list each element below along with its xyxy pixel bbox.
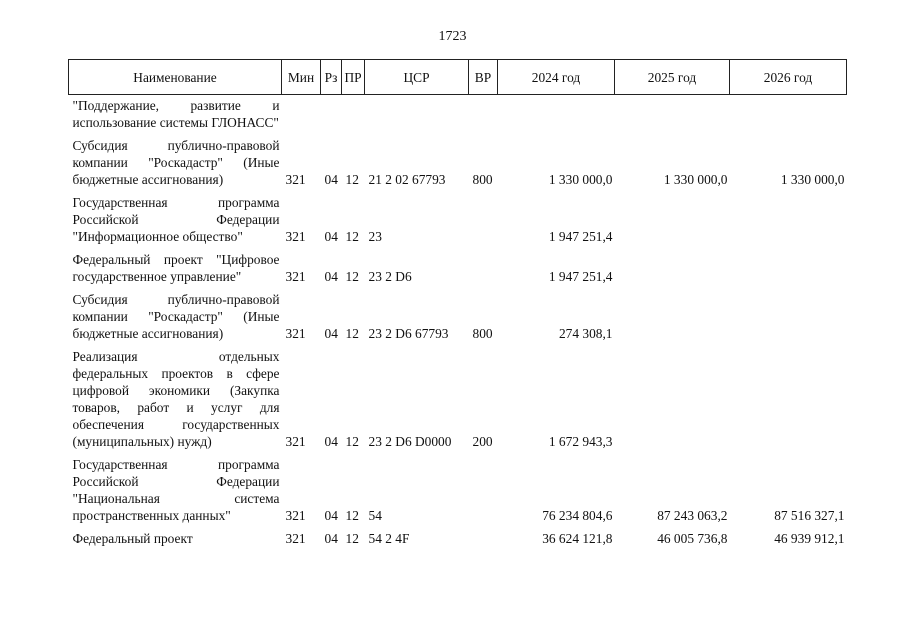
cell-y2026: 46 939 912,1: [774, 531, 845, 546]
cell-y2024: 274 308,1: [558, 326, 613, 341]
cell-y2025: [615, 285, 730, 342]
cell-rz: 04: [324, 531, 338, 546]
cell-pr: 12: [345, 229, 359, 244]
cell-pr: 12: [345, 434, 359, 449]
cell-y2025: [615, 342, 730, 450]
header-2024: 2024 год: [498, 60, 615, 95]
cell-name: Субсидия публично-правовой компании "Роскадастр" (Иные бюджетные ассигнования): [72, 138, 280, 187]
cell-csr: 54: [368, 508, 382, 523]
cell-pr: 12: [345, 269, 359, 284]
cell-name: Субсидия публично-правовой компании "Роскадастр" (Иные бюджетные ассигнования): [72, 292, 280, 341]
cell-vr: 200: [472, 434, 493, 449]
cell-csr: 21 2 02 67793: [368, 172, 446, 187]
cell-min: 321: [285, 531, 306, 546]
table-row: [69, 342, 847, 450]
cell-vr: 800: [472, 326, 493, 341]
page-number: 1723: [438, 29, 467, 44]
cell-y2026: [730, 95, 847, 132]
cell-rz: 04: [324, 434, 338, 449]
table-row: [69, 245, 847, 285]
cell-name: Государственная программа Российской Федерации "Национальная система пространственных данных": [72, 457, 280, 523]
cell-y2025: 46 005 736,8: [657, 531, 728, 546]
cell-y2026: [730, 342, 847, 450]
cell-y2026: 87 516 327,1: [774, 508, 845, 523]
table-row: [69, 524, 847, 547]
cell-vr: [469, 524, 498, 547]
cell-y2026: [730, 245, 847, 285]
cell-y2025: [615, 95, 730, 132]
cell-rz: 04: [324, 326, 338, 341]
cell-name: Государственная программа Российской Федерации "Информационное общество": [72, 195, 280, 244]
cell-y2025: [615, 188, 730, 245]
header-csr: ЦСР: [365, 60, 469, 95]
cell-vr: 800: [472, 172, 493, 187]
header-min: Мин: [282, 60, 321, 95]
cell-min: 321: [285, 434, 306, 449]
cell-csr: 23: [368, 229, 382, 244]
cell-y2024: 1 947 251,4: [548, 229, 613, 244]
cell-pr: 12: [345, 326, 359, 341]
cell-vr: [469, 188, 498, 245]
cell-y2024: 1 330 000,0: [548, 172, 613, 187]
cell-name: "Поддержание, развитие и использование системы ГЛОНАСС": [72, 98, 280, 130]
table-row: [69, 450, 847, 524]
cell-min: 321: [285, 172, 306, 187]
cell-y2024: 36 624 121,8: [542, 531, 613, 546]
table-row: [69, 285, 847, 342]
cell-csr: 23 2 D6 67793: [368, 326, 449, 341]
cell-min: 321: [285, 229, 306, 244]
header-2026: 2026 год: [730, 60, 847, 95]
cell-min: 321: [285, 269, 306, 284]
header-2025: 2025 год: [615, 60, 730, 95]
budget-table: [68, 59, 847, 547]
cell-csr: [365, 95, 469, 132]
cell-y2026: [730, 285, 847, 342]
cell-name: Федеральный проект: [72, 531, 193, 546]
cell-vr: [469, 245, 498, 285]
cell-pr: 12: [345, 172, 359, 187]
cell-rz: [321, 95, 342, 132]
header-name: Наименование: [69, 60, 282, 95]
table-row: [69, 95, 847, 132]
header-rz: Рз: [321, 60, 342, 95]
cell-y2025: 1 330 000,0: [663, 172, 728, 187]
cell-pr: 12: [345, 508, 359, 523]
table-row: [69, 188, 847, 245]
cell-y2026: [730, 188, 847, 245]
cell-name: Реализация отдельных федеральных проектов в сфере цифровой экономики (Закупка товаров, работ и услуг для обеспечения государственных (муниципальных) нужд): [72, 349, 280, 449]
cell-min: [282, 95, 321, 132]
cell-y2025: [615, 245, 730, 285]
header-pr: ПР: [342, 60, 365, 95]
cell-y2024: 1 947 251,4: [548, 269, 613, 284]
table-row: [69, 131, 847, 188]
cell-vr: [469, 450, 498, 524]
cell-rz: 04: [324, 269, 338, 284]
cell-min: 321: [285, 326, 306, 341]
cell-rz: 04: [324, 172, 338, 187]
cell-y2024: 76 234 804,6: [542, 508, 613, 523]
cell-csr: 54 2 4F: [368, 531, 410, 546]
cell-pr: 12: [345, 531, 359, 546]
cell-vr: [469, 95, 498, 132]
header-vr: ВР: [469, 60, 498, 95]
cell-min: 321: [285, 508, 306, 523]
cell-y2025: 87 243 063,2: [657, 508, 728, 523]
cell-y2024: 1 672 943,3: [548, 434, 613, 449]
table-header-row: [69, 60, 847, 95]
cell-pr: [342, 95, 365, 132]
cell-y2024: [498, 95, 615, 132]
cell-rz: 04: [324, 508, 338, 523]
cell-csr: 23 2 D6 D0000: [368, 434, 452, 449]
cell-y2026: 1 330 000,0: [780, 172, 845, 187]
cell-rz: 04: [324, 229, 338, 244]
cell-csr: 23 2 D6: [368, 269, 412, 284]
cell-name: Федеральный проект "Цифровое государственное управление": [72, 252, 280, 284]
